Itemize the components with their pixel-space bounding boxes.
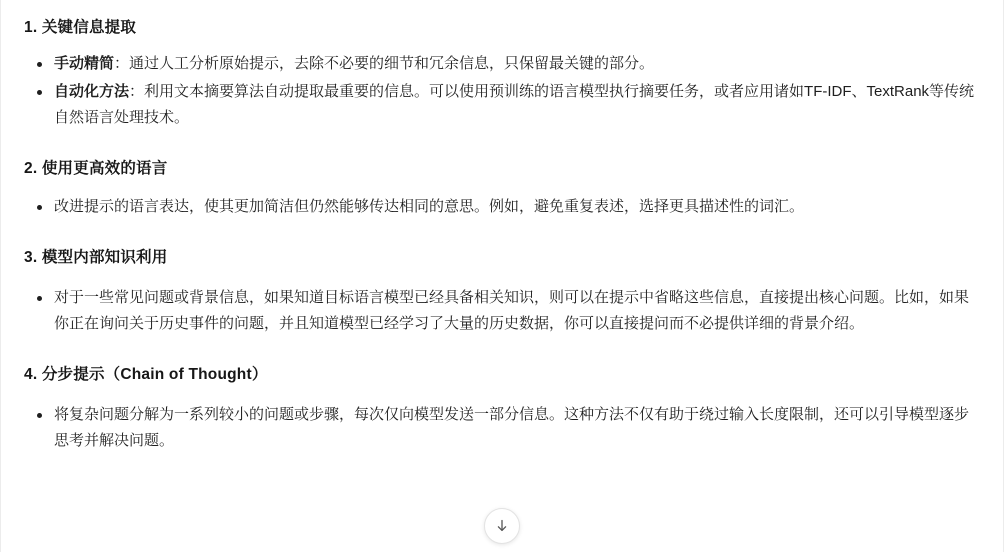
section-title: 使用更高效的语言 — [41, 159, 168, 177]
list-item-lead: 手动精简 — [54, 55, 115, 73]
section-chain-of-thought — [24, 363, 976, 454]
section-efficient-language — [24, 157, 976, 220]
list-item-separator: ： — [129, 83, 145, 101]
list-item — [24, 402, 976, 454]
list-item-text: 通过人工分析原始提示，去除不必要的细节和冗余信息，只保留最关键的部分。 — [129, 55, 655, 73]
bullet-list — [24, 285, 976, 337]
section-number: 4. — [24, 365, 38, 383]
list-item-separator: ： — [114, 55, 130, 73]
section-internal-model-knowledge — [24, 246, 976, 337]
list-item — [24, 51, 976, 77]
section-heading — [24, 363, 976, 386]
list-item-text: 将复杂问题分解为一系列较小的问题或步骤，每次仅向模型发送一部分信息。这种方法不仅有助于绕过输入长度限制，还可以引导模型逐步思考并解决问题。 — [54, 405, 970, 449]
section-heading — [24, 246, 976, 269]
list-item — [24, 194, 976, 220]
bullet-list — [24, 402, 976, 454]
bullet-list — [24, 51, 976, 130]
section-key-information-extraction — [24, 16, 976, 131]
list-item — [24, 79, 976, 131]
list-item-text: 利用文本摘要算法自动提取最重要的信息。可以使用预训练的语言模型执行摘要任务，或者应用诸如TF-IDF、TextRank等传统自然语言处理技术。 — [54, 83, 975, 126]
section-heading — [24, 16, 976, 39]
section-number: 3. — [24, 248, 38, 266]
list-item-text: 改进提示的语言表达，使其更加简洁但仍然能够传达相同的意思。例如，避免重复表述，选择更具描述性的词汇。 — [54, 197, 805, 215]
section-title: 模型内部知识利用 — [41, 248, 168, 266]
section-number: 1. — [24, 19, 38, 36]
arrow-down-icon — [494, 518, 510, 534]
list-item-lead: 自动化方法 — [54, 83, 130, 101]
list-item — [24, 285, 976, 337]
section-title: 分步提示（Chain of Thought） — [41, 365, 268, 383]
list-item-text: 对于一些常见问题或背景信息，如果知道目标语言模型已经具备相关知识，则可以在提示中省略这些信息，直接提出核心问题。比如，如果你正在询问关于历史事件的问题，并且知道模型已经学习了大量的历史数据，你可以直接提问而不必提供详细的背景介绍。 — [54, 288, 970, 332]
section-heading — [24, 157, 976, 180]
section-title: 关键信息提取 — [41, 19, 137, 36]
scroll-to-bottom-button[interactable] — [484, 508, 520, 544]
left-edge-divider — [0, 0, 1, 552]
section-number: 2. — [24, 159, 38, 177]
bullet-list — [24, 194, 976, 220]
